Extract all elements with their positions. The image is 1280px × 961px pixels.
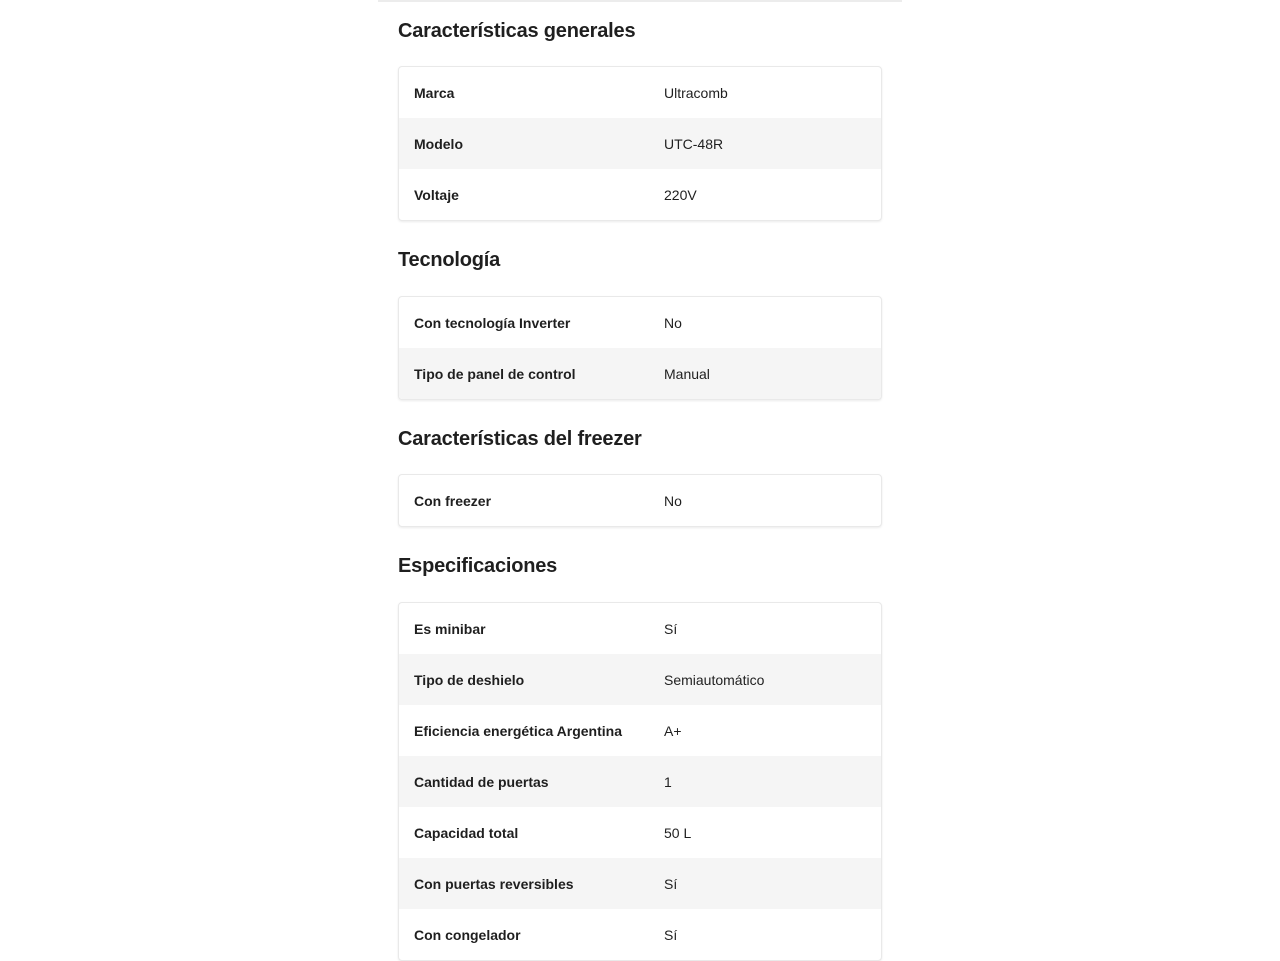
spec-table-general xyxy=(398,66,882,221)
spec-value: Sí xyxy=(664,875,678,892)
spec-label: Con congelador xyxy=(414,926,521,943)
spec-value: 220V xyxy=(664,186,697,203)
spec-label: Cantidad de puertas xyxy=(414,773,549,790)
section-title-freezer: Características del freezer xyxy=(398,428,642,450)
spec-value: Sí xyxy=(664,620,678,637)
spec-row xyxy=(399,603,881,654)
spec-row xyxy=(399,654,881,705)
spec-label: Eficiencia energética Argentina xyxy=(414,722,622,739)
spec-row xyxy=(399,348,881,399)
spec-row xyxy=(399,475,881,526)
section-title-specifications: Especificaciones xyxy=(398,555,558,577)
spec-label: Capacidad total xyxy=(414,824,519,841)
spec-row xyxy=(399,297,881,348)
spec-label: Tipo de panel de control xyxy=(414,365,576,382)
spec-table-freezer xyxy=(398,474,882,527)
spec-row xyxy=(399,756,881,807)
spec-row xyxy=(399,67,881,118)
spec-value: No xyxy=(664,314,682,331)
spec-value: Semiautomático xyxy=(664,671,765,688)
spec-row xyxy=(399,909,881,960)
spec-value: 50 L xyxy=(664,824,692,841)
spec-table-specifications xyxy=(398,602,882,961)
spec-row xyxy=(399,705,881,756)
spec-table-technology xyxy=(398,296,882,400)
spec-value: No xyxy=(664,492,682,509)
spec-value: UTC-48R xyxy=(664,135,724,152)
section-title-technology: Tecnología xyxy=(398,249,501,271)
spec-value: Sí xyxy=(664,926,678,943)
spec-label: Con puertas reversibles xyxy=(414,875,574,892)
spec-row xyxy=(399,858,881,909)
spec-label: Con freezer xyxy=(414,492,492,509)
section-title-general: Características generales xyxy=(398,20,636,42)
top-divider xyxy=(378,0,902,2)
spec-row xyxy=(399,807,881,858)
spec-label: Marca xyxy=(414,84,455,101)
spec-label: Es minibar xyxy=(414,620,486,637)
spec-label: Modelo xyxy=(414,135,463,152)
spec-value: Manual xyxy=(664,365,710,382)
spec-label: Con tecnología Inverter xyxy=(414,314,571,331)
spec-label: Tipo de deshielo xyxy=(414,671,525,688)
spec-value: 1 xyxy=(664,773,672,790)
spec-label: Voltaje xyxy=(414,186,459,203)
spec-row xyxy=(399,169,881,220)
spec-value: A+ xyxy=(664,722,682,739)
spec-value: Ultracomb xyxy=(664,84,728,101)
spec-row xyxy=(399,118,881,169)
